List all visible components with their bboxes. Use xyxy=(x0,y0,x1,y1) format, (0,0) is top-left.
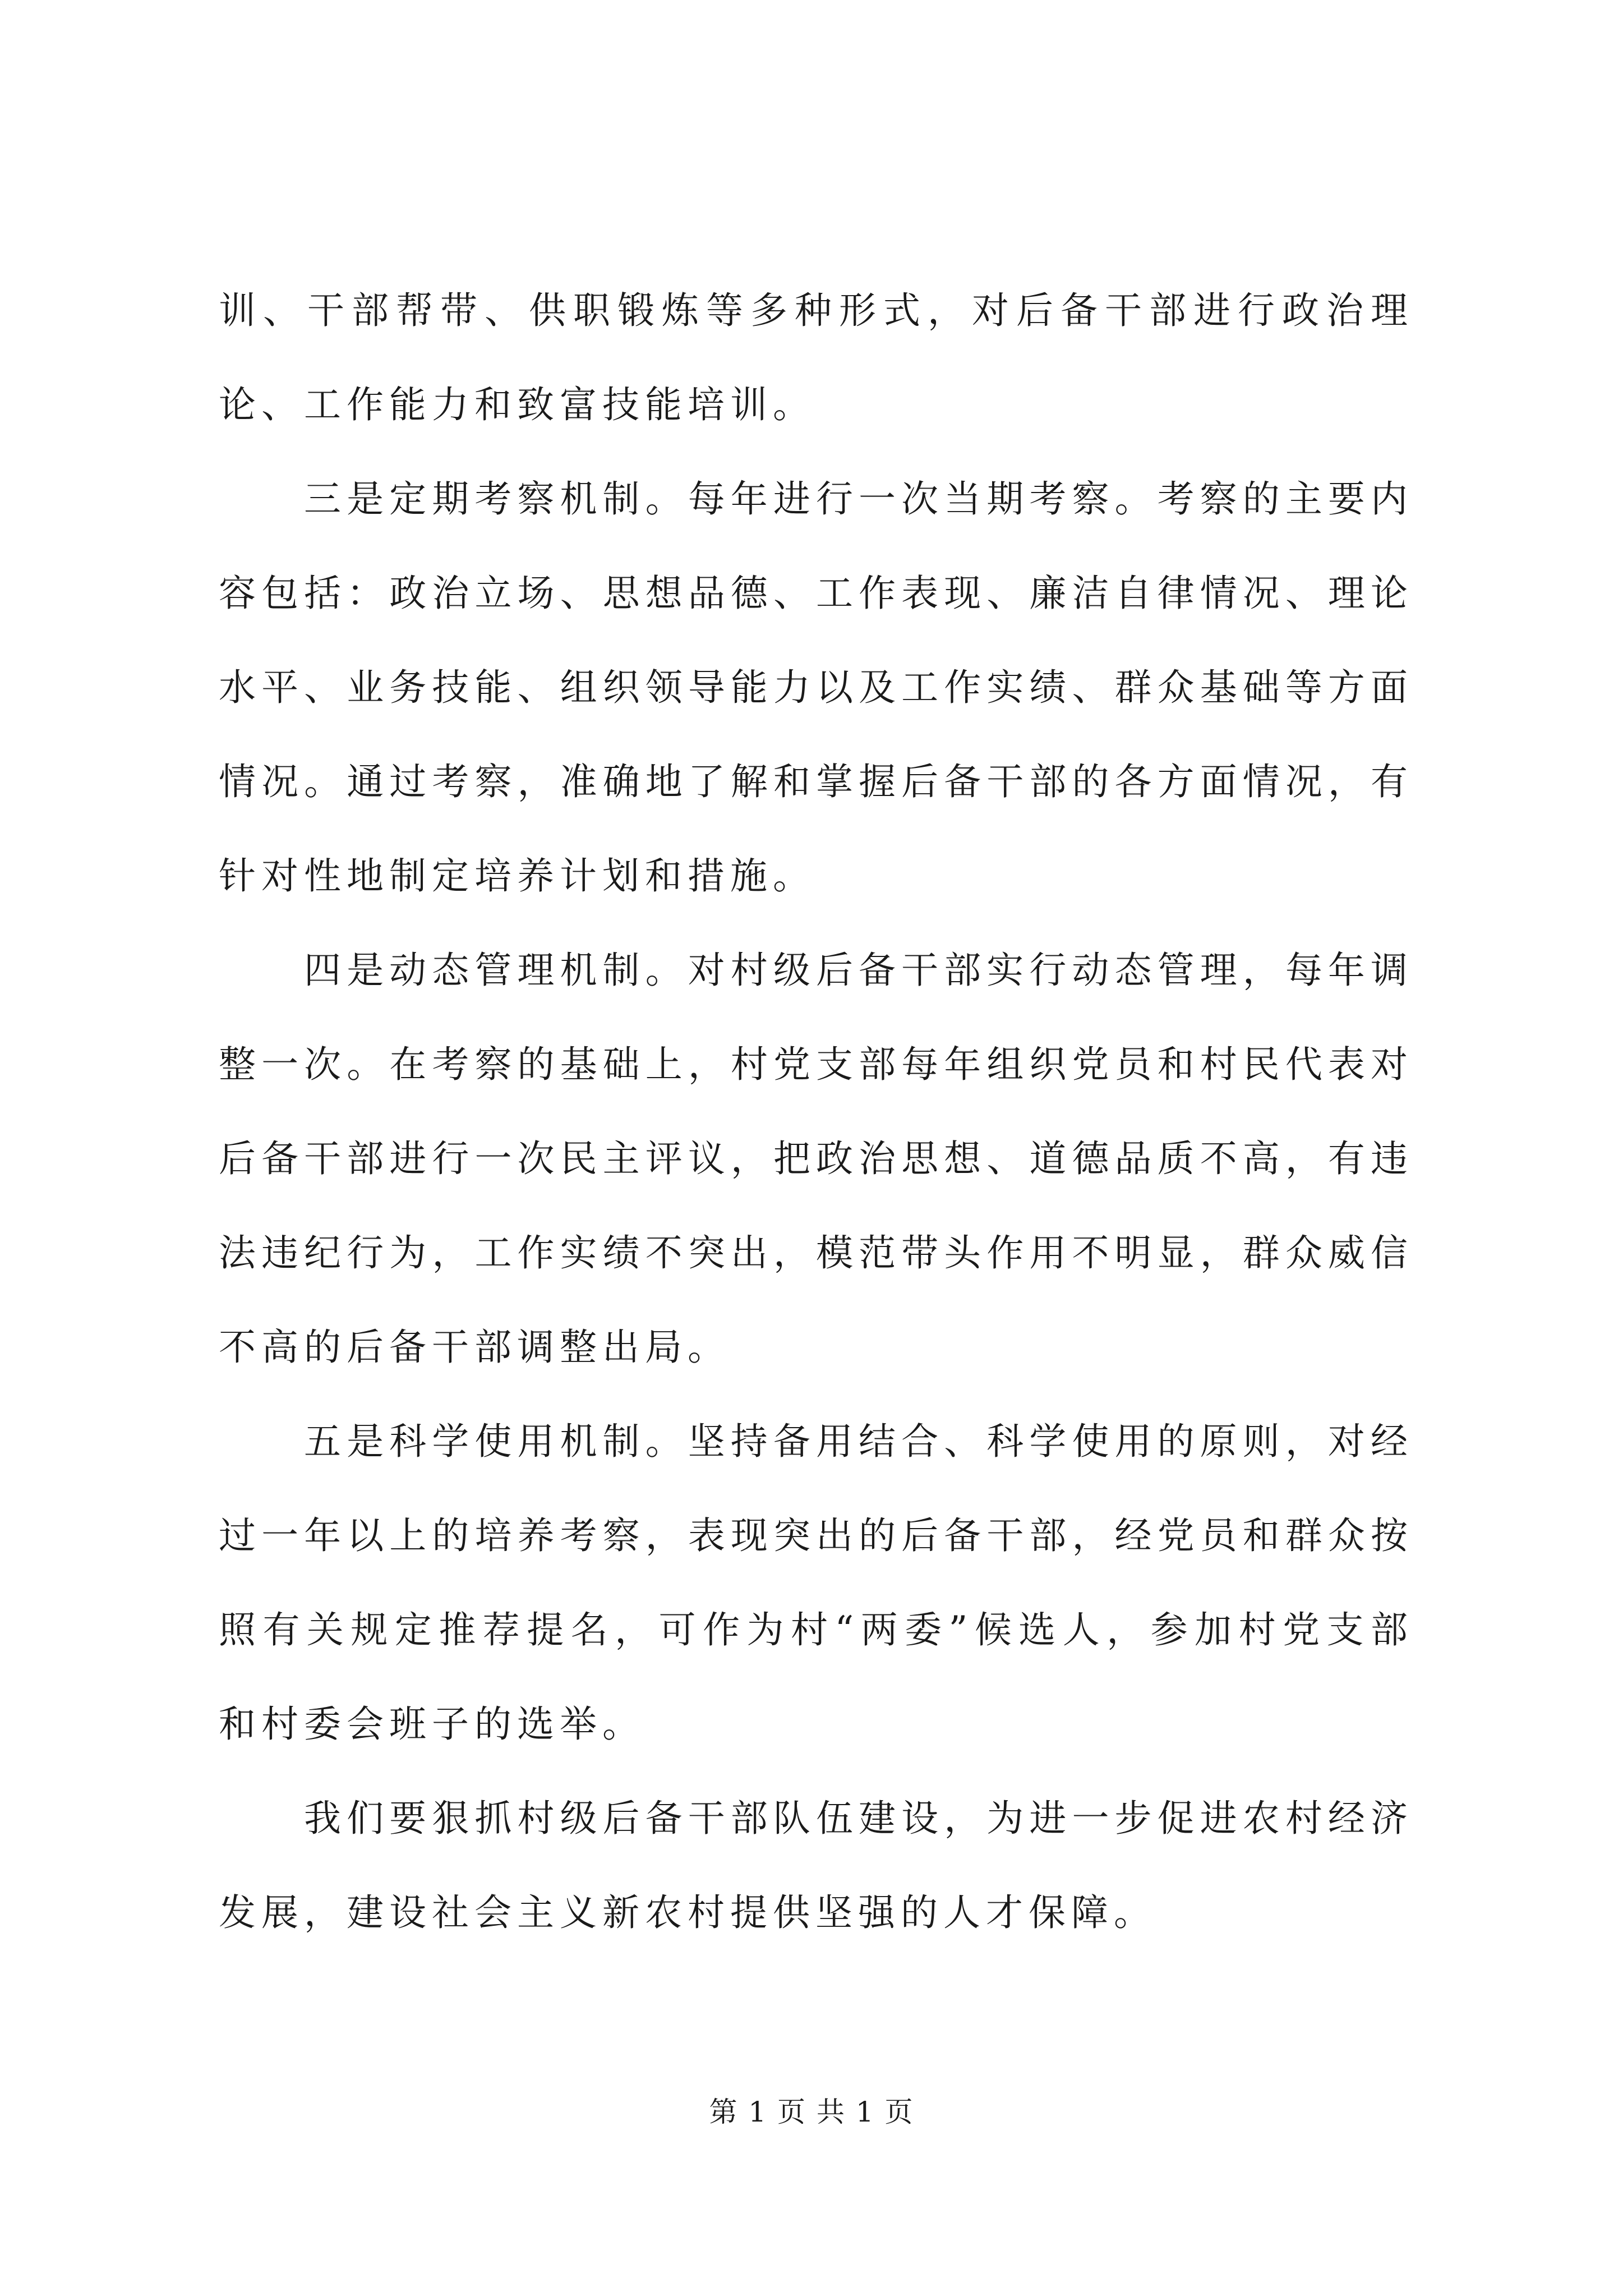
paragraph-periodic-inspection: 三是定期考察机制。每年进行一次当期考察。考察的主要内容包括：政治立场、思想品德、工作表现、廉洁自律情况、理论水平、业务技能、组织领导能力以及工作实绩、群众基础等方面情况。通过考察，准确地了解和掌握后备干部的各方面情况，有针对性地制定培养计划和措施。 xyxy=(219,477,1413,898)
paragraph-dynamic-management: 四是动态管理机制。对村级后备干部实行动态管理，每年调整一次。在考察的基础上，村党支部每年组织党员和村民代表对后备干部进行一次民主评议，把政治思想、道德品质不高，有违法违纪行为，工作实绩不突出，模范带头作用不明显，群众威信不高的后备干部调整出局。 xyxy=(219,949,1413,1369)
paragraph-continuation: 训、干部帮带、供职锻炼等多种形式，对后备干部进行政治理论、工作能力和致富技能培训。 xyxy=(219,289,1413,426)
document-body xyxy=(219,264,1413,1960)
paragraph-scientific-use: 五是科学使用机制。坚持备用结合、科学使用的原则，对经过一年以上的培养考察，表现突出的后备干部，经党员和群众按照有关规定推荐提名，可作为村“两委”候选人，参加村党支部和村委会班子的选举。 xyxy=(219,1420,1413,1746)
page-footer: 第 1 页 共 1 页 xyxy=(709,2096,914,2128)
paragraph-conclusion: 我们要狠抓村级后备干部队伍建设，为进一步促进农村经济发展，建设社会主义新农村提供坚强的人才保障。 xyxy=(219,1797,1413,1934)
